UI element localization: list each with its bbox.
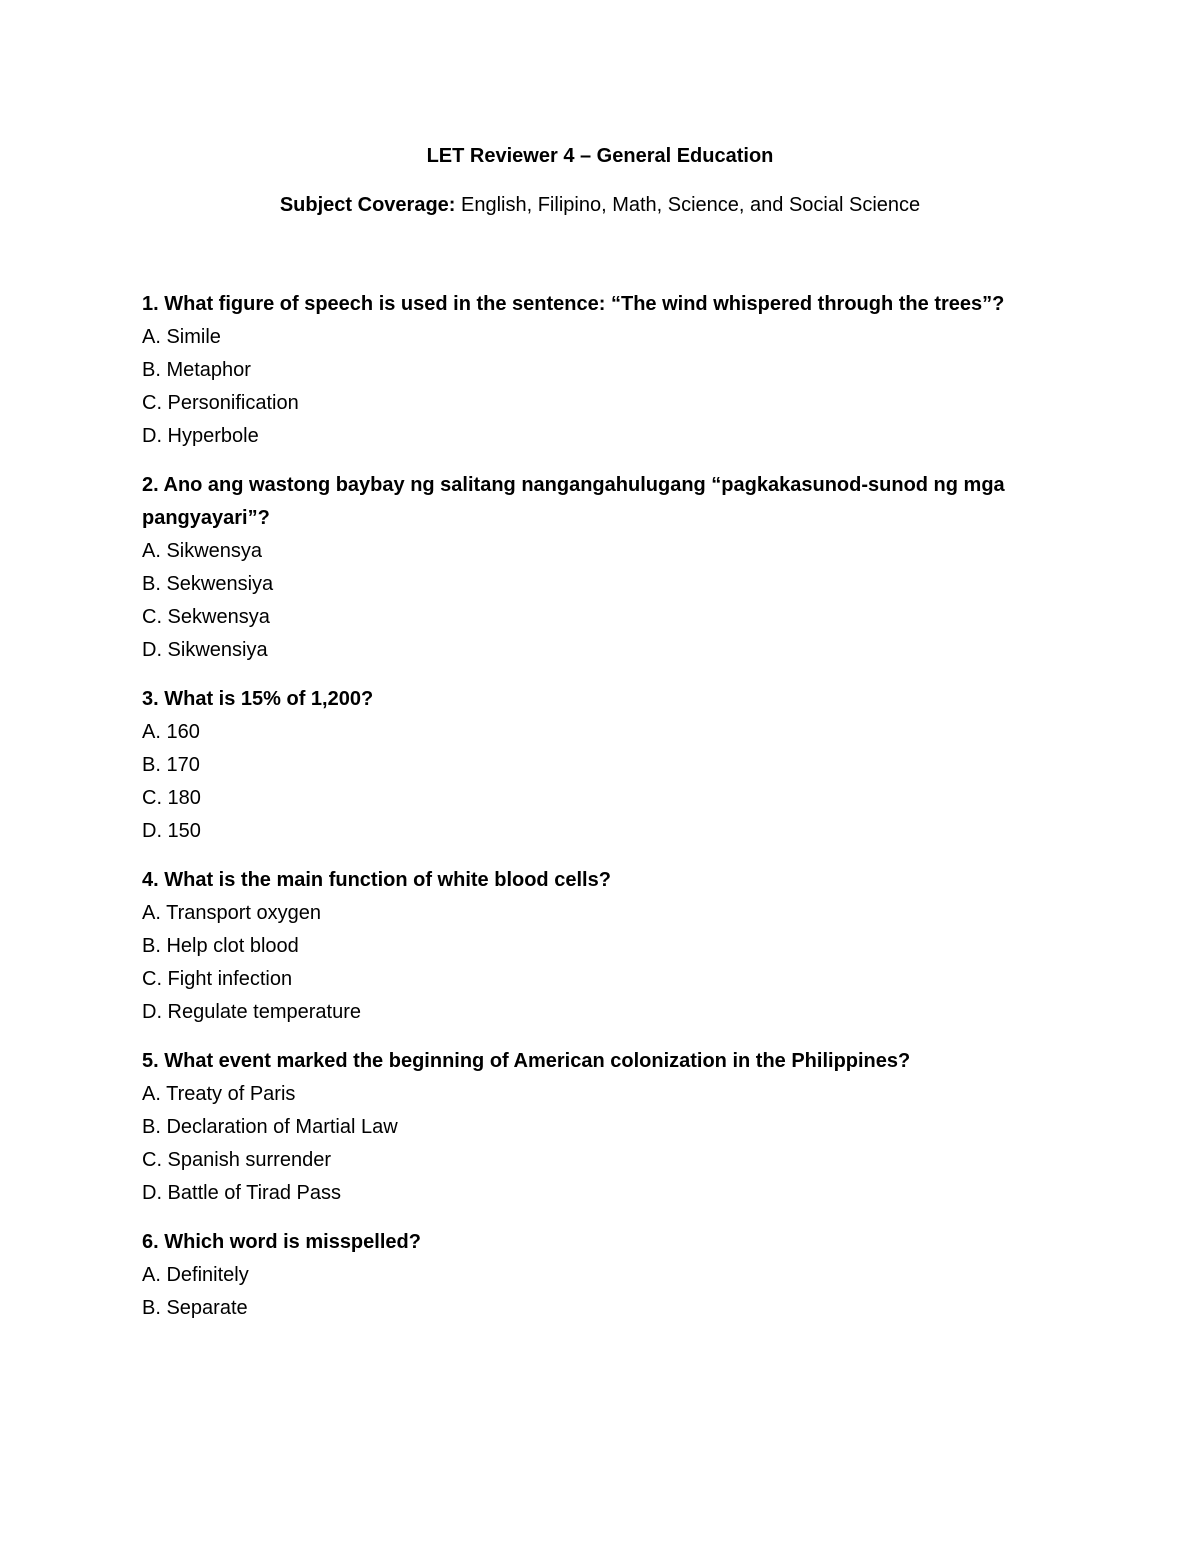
answer-choice: B. Declaration of Martial Law [142, 1116, 398, 1138]
answer-choice: A. 160 [142, 721, 200, 743]
answer-choice: A. Simile [142, 326, 221, 348]
answer-choice: B. 170 [142, 754, 200, 776]
answer-choice: D. Sikwensiya [142, 639, 268, 661]
answer-choice: D. 150 [142, 820, 201, 842]
answer-choice: B. Metaphor [142, 359, 251, 381]
subject-coverage-value: English, Filipino, Math, Science, and Social Science [455, 194, 921, 216]
question-text: 5. What event marked the beginning of American colonization in the Philippines? [142, 1050, 911, 1072]
question-list [142, 288, 1042, 1341]
question-text: 6. Which word is misspelled? [142, 1231, 421, 1253]
question-item [142, 288, 1042, 453]
answer-choice: A. Definitely [142, 1264, 249, 1286]
subject-coverage-label: Subject Coverage: [279, 194, 456, 216]
question-item [142, 1226, 1042, 1325]
question-item [142, 864, 1042, 1029]
question-text: 2. Ano ang wastong baybay ng salitang nangangahulugang “pagkakasunod-sunod ng mga pangyayari”? [142, 474, 1005, 529]
answer-choice: D. Hyperbole [142, 425, 259, 447]
question-item [142, 683, 1042, 848]
question-text: 4. What is the main function of white blood cells? [142, 869, 611, 891]
answer-choice: A. Treaty of Paris [142, 1083, 296, 1105]
answer-choice: A. Transport oxygen [142, 902, 321, 924]
answer-choice: C. Personification [142, 392, 299, 414]
answer-choice: C. Fight infection [142, 968, 293, 990]
answer-choice: C. Spanish surrender [142, 1149, 331, 1171]
answer-choice: B. Separate [142, 1297, 248, 1319]
question-text: 3. What is 15% of 1,200? [142, 688, 374, 710]
answer-choice: B. Sekwensiya [142, 573, 274, 595]
subject-coverage [0, 190, 1200, 220]
answer-choice: D. Battle of Tirad Pass [142, 1182, 341, 1204]
question-item [142, 1045, 1042, 1210]
answer-choice: C. 180 [142, 787, 201, 809]
question-item [142, 469, 1042, 667]
answer-choice: A. Sikwensya [142, 540, 263, 562]
question-text: 1. What figure of speech is used in the sentence: “The wind whispered through the trees”? [142, 293, 1005, 315]
answer-choice: C. Sekwensya [142, 606, 270, 628]
document-title: LET Reviewer 4 – General Education [426, 145, 774, 167]
answer-choice: D. Regulate temperature [142, 1001, 362, 1023]
answer-choice: B. Help clot blood [142, 935, 299, 957]
